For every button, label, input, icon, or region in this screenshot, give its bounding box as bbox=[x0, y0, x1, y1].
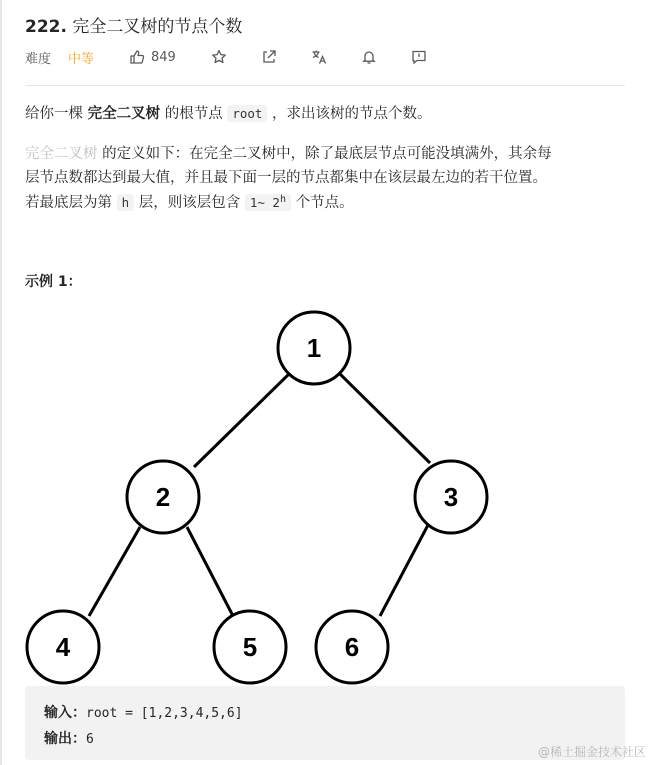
subscribe-button[interactable] bbox=[361, 46, 377, 68]
example-input bbox=[44, 702, 243, 722]
tree-node bbox=[127, 461, 199, 533]
inline-code: h bbox=[117, 194, 135, 211]
output-label: 输出： bbox=[44, 731, 86, 747]
input-value: root = [1,2,3,4,5,6] bbox=[86, 706, 243, 721]
difficulty-value: 中等 bbox=[68, 51, 95, 67]
inline-code: root bbox=[227, 105, 267, 122]
edge-2-4 bbox=[89, 527, 140, 616]
node-label: 5 bbox=[242, 632, 258, 662]
translate-button[interactable] bbox=[311, 46, 327, 68]
node-label: 2 bbox=[155, 482, 171, 512]
star-icon bbox=[211, 49, 227, 65]
tree-node bbox=[27, 611, 99, 683]
difficulty-badge bbox=[68, 46, 94, 68]
node-label: 6 bbox=[344, 632, 360, 662]
difficulty bbox=[25, 46, 51, 68]
range-text: 1~ 2 bbox=[249, 195, 280, 211]
inline-code-range bbox=[245, 194, 291, 211]
definition-line-3 bbox=[25, 189, 354, 214]
edge-3-6 bbox=[380, 525, 428, 616]
translate-icon bbox=[311, 49, 327, 65]
text: 个节点。 bbox=[291, 195, 354, 212]
share-button[interactable] bbox=[261, 46, 277, 68]
example-output bbox=[44, 728, 94, 748]
feedback-icon bbox=[411, 49, 427, 65]
problem-name: 完全二叉树的节点个数 bbox=[72, 17, 243, 37]
definition-link[interactable]: 完全二叉树 bbox=[25, 146, 98, 162]
problem-meta-row bbox=[25, 46, 445, 68]
bell-icon bbox=[361, 49, 377, 65]
problem-title bbox=[25, 12, 242, 37]
like-button[interactable] bbox=[129, 46, 176, 68]
range-exponent: h bbox=[279, 194, 286, 205]
watermark: @稀土掘金技术社区 bbox=[537, 745, 646, 759]
text: 给你一棵 bbox=[25, 106, 88, 122]
likes-count: 849 bbox=[151, 49, 176, 65]
definition-line-1 bbox=[25, 143, 552, 165]
example-io-block bbox=[25, 686, 625, 760]
favorite-button[interactable] bbox=[211, 46, 227, 68]
edge-2-5 bbox=[187, 527, 233, 616]
binary-tree-diagram bbox=[0, 300, 652, 690]
tree-node bbox=[278, 312, 350, 384]
difficulty-label: 难度 bbox=[25, 51, 52, 67]
node-label: 1 bbox=[306, 333, 322, 363]
text: ，求出该树的节点个数。 bbox=[267, 106, 432, 122]
text: 的根节点 bbox=[160, 106, 228, 122]
share-icon bbox=[261, 49, 277, 65]
output-value: 6 bbox=[86, 732, 94, 747]
edge-1-2 bbox=[194, 373, 290, 467]
feedback-button[interactable] bbox=[411, 46, 427, 68]
definition-line-2: 层节点数都达到最大值，并且最下面一层的节点都集中在该层最左边的若干位置。 bbox=[25, 170, 547, 186]
text: 的定义如下：在完全二叉树中，除了最底层节点可能没填满外，其余每 bbox=[97, 146, 552, 162]
description-paragraph bbox=[25, 103, 432, 125]
divider bbox=[25, 85, 625, 86]
edge-1-3 bbox=[339, 373, 430, 463]
bold-term: 完全二叉树 bbox=[87, 106, 161, 122]
thumbs-up-icon bbox=[129, 49, 145, 65]
text: 若最底层为第 bbox=[25, 195, 117, 212]
node-label: 4 bbox=[55, 632, 71, 662]
problem-number: 222. bbox=[25, 17, 67, 37]
node-label: 3 bbox=[443, 482, 459, 512]
text: 层，则该层包含 bbox=[134, 195, 245, 212]
tree-node bbox=[316, 611, 388, 683]
tree-node bbox=[214, 611, 286, 683]
example-title: 示例 1： bbox=[25, 274, 82, 290]
tree-node bbox=[415, 461, 487, 533]
input-label: 输入： bbox=[44, 705, 86, 721]
